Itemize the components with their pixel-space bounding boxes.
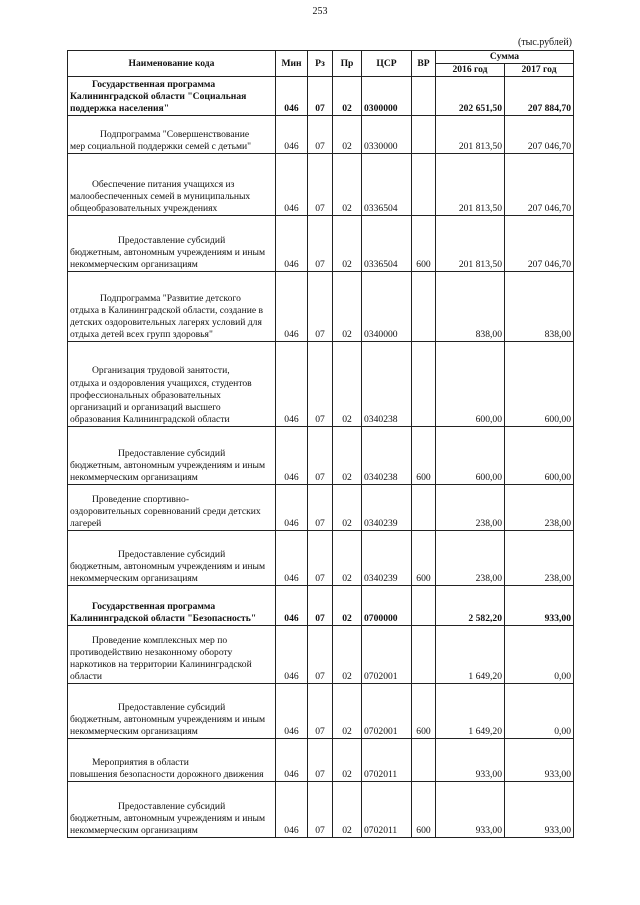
row-csr: 0702011 (362, 782, 412, 838)
table-row (68, 427, 574, 485)
row-csr: 0340000 (362, 272, 412, 342)
row-min: 046 (276, 77, 308, 116)
row-csr: 0702001 (362, 626, 412, 684)
row-rz: 07 (308, 586, 333, 626)
row-sum-2016: 600,00 (436, 427, 505, 485)
row-sum-2017: 933,00 (505, 782, 574, 838)
row-min: 046 (276, 427, 308, 485)
row-csr: 0330000 (362, 116, 412, 154)
row-name-first-line: Предоставление субсидий (118, 701, 226, 713)
row-sum-2017: 933,00 (505, 739, 574, 782)
row-name-rest: бюджетным, автономным учреждениям и иным некоммерческим организациям (70, 561, 266, 585)
row-name (68, 272, 276, 342)
row-sum-2016: 1 649,20 (436, 626, 505, 684)
table-row (68, 626, 574, 684)
row-min: 046 (276, 626, 308, 684)
row-csr: 0340239 (362, 485, 412, 531)
row-csr: 0340238 (362, 427, 412, 485)
row-min: 046 (276, 531, 308, 586)
row-min: 046 (276, 739, 308, 782)
row-rz: 07 (308, 154, 333, 216)
row-rz: 07 (308, 272, 333, 342)
row-name (68, 739, 276, 782)
row-sum-2017: 207 046,70 (505, 216, 574, 272)
row-name-rest: отдыха и оздоровления учащихся, студентов профессиональных образовательных организаций и организаций высшего образования Калининградской области (70, 377, 252, 426)
header-csr: ЦСР (362, 51, 412, 77)
row-name (68, 586, 276, 626)
row-sum-2016: 1 649,20 (436, 684, 505, 739)
row-name-rest: бюджетным, автономным учреждениям и иным некоммерческим организациям (70, 247, 266, 271)
row-sum-2017: 0,00 (505, 626, 574, 684)
row-rz: 07 (308, 531, 333, 586)
row-name-rest: мер социальной поддержки семей с детьми" (70, 141, 252, 153)
row-vr: 600 (412, 531, 436, 586)
row-sum-2016: 238,00 (436, 485, 505, 531)
table-row (68, 342, 574, 427)
header-min: Мин (276, 51, 308, 77)
row-min: 046 (276, 272, 308, 342)
row-rz: 07 (308, 485, 333, 531)
row-vr (412, 626, 436, 684)
row-csr: 0700000 (362, 586, 412, 626)
row-csr: 0702011 (362, 739, 412, 782)
row-vr: 600 (412, 782, 436, 838)
row-name (68, 116, 276, 154)
row-sum-2016: 933,00 (436, 782, 505, 838)
row-name-rest: повышения безопасности дорожного движения (70, 769, 264, 781)
row-name (68, 626, 276, 684)
row-sum-2016: 2 582,20 (436, 586, 505, 626)
row-name-rest: Калининградской области "Социальная поддержка населения" (70, 91, 247, 115)
row-name-rest: бюджетным, автономным учреждениям и иным некоммерческим организациям (70, 714, 266, 738)
row-name-first-line: Предоставление субсидий (118, 548, 226, 560)
header-name: Наименование кода (68, 51, 276, 77)
row-rz: 07 (308, 782, 333, 838)
table-row (68, 216, 574, 272)
header-rz: Рз (308, 51, 333, 77)
row-csr: 0336504 (362, 154, 412, 216)
table-row (68, 485, 574, 531)
table-row (68, 77, 574, 116)
row-name (68, 77, 276, 116)
row-vr (412, 485, 436, 531)
row-pr: 02 (333, 342, 362, 427)
row-pr: 02 (333, 77, 362, 116)
row-name-first-line: Предоставление субсидий (118, 447, 226, 459)
row-min: 046 (276, 485, 308, 531)
row-vr (412, 342, 436, 427)
row-rz: 07 (308, 216, 333, 272)
row-rz: 07 (308, 342, 333, 427)
row-sum-2017: 838,00 (505, 272, 574, 342)
row-rz: 07 (308, 77, 333, 116)
row-pr: 02 (333, 272, 362, 342)
row-name (68, 342, 276, 427)
row-min: 046 (276, 216, 308, 272)
row-min: 046 (276, 586, 308, 626)
row-sum-2016: 201 813,50 (436, 116, 505, 154)
row-sum-2016: 201 813,50 (436, 154, 505, 216)
row-sum-2017: 207 046,70 (505, 116, 574, 154)
row-min: 046 (276, 154, 308, 216)
row-sum-2016: 600,00 (436, 342, 505, 427)
row-name (68, 531, 276, 586)
row-name (68, 782, 276, 838)
row-rz: 07 (308, 626, 333, 684)
row-csr: 0340239 (362, 531, 412, 586)
row-pr: 02 (333, 216, 362, 272)
row-min: 046 (276, 342, 308, 427)
row-name-first-line: Подпрограмма "Совершенствование (100, 129, 250, 140)
row-pr: 02 (333, 427, 362, 485)
row-name-rest: Калининградской области "Безопасность" (70, 613, 257, 625)
row-vr (412, 586, 436, 626)
row-name-first-line: Предоставление субсидий (118, 234, 226, 246)
row-sum-2017: 933,00 (505, 586, 574, 626)
row-vr (412, 154, 436, 216)
row-sum-2017: 238,00 (505, 531, 574, 586)
row-pr: 02 (333, 154, 362, 216)
row-vr: 600 (412, 427, 436, 485)
row-pr: 02 (333, 531, 362, 586)
row-name-rest: бюджетным, автономным учреждениям и иным некоммерческим организациям (70, 813, 266, 837)
header-pr: Пр (333, 51, 362, 77)
row-rz: 07 (308, 739, 333, 782)
row-name (68, 216, 276, 272)
row-name-rest: малообеспеченных семей в муниципальных общеобразовательных учреждениях (70, 191, 251, 215)
header-vr: ВР (412, 51, 436, 77)
row-sum-2016: 238,00 (436, 531, 505, 586)
row-sum-2017: 207 884,70 (505, 77, 574, 116)
row-name-first-line: Обеспечение питания учащихся из (92, 178, 235, 190)
row-rz: 07 (308, 427, 333, 485)
table-row (68, 116, 574, 154)
header-2017: 2017 год (505, 64, 574, 77)
header-2016: 2016 год (436, 64, 505, 77)
units-label: (тыс.рублей) (517, 37, 572, 48)
row-vr (412, 739, 436, 782)
table-row (68, 684, 574, 739)
row-csr: 0340238 (362, 342, 412, 427)
row-vr: 600 (412, 216, 436, 272)
row-pr: 02 (333, 782, 362, 838)
row-name-rest: бюджетным, автономным учреждениям и иным некоммерческим организациям (70, 460, 266, 484)
row-pr: 02 (333, 684, 362, 739)
row-rz: 07 (308, 116, 333, 154)
row-csr: 0300000 (362, 77, 412, 116)
row-vr (412, 272, 436, 342)
row-pr: 02 (333, 739, 362, 782)
row-sum-2016: 838,00 (436, 272, 505, 342)
row-pr: 02 (333, 485, 362, 531)
row-sum-2016: 933,00 (436, 739, 505, 782)
row-name (68, 485, 276, 531)
row-vr (412, 116, 436, 154)
row-sum-2017: 207 046,70 (505, 154, 574, 216)
row-name (68, 684, 276, 739)
row-name-first-line: Проведение спортивно- (92, 493, 190, 505)
row-name-rest: противодействию незаконному обороту наркотиков на территории Калининградской области (70, 646, 252, 683)
row-sum-2017: 238,00 (505, 485, 574, 531)
row-pr: 02 (333, 626, 362, 684)
row-sum-2017: 600,00 (505, 427, 574, 485)
row-name-first-line: Предоставление субсидий (118, 800, 226, 812)
row-min: 046 (276, 116, 308, 154)
row-name-first-line: Государственная программа (92, 78, 216, 90)
table-row (68, 782, 574, 838)
row-sum-2017: 600,00 (505, 342, 574, 427)
table-row (68, 739, 574, 782)
page-number: 253 (312, 6, 328, 17)
row-rz: 07 (308, 684, 333, 739)
row-name-first-line: Проведение комплексных мер по (92, 634, 228, 646)
row-sum-2016: 201 813,50 (436, 216, 505, 272)
row-name-first-line: Организация трудовой занятости, (92, 365, 230, 377)
table-row (68, 154, 574, 216)
budget-table (67, 50, 574, 838)
row-name-first-line: Мероприятия в области (92, 757, 189, 768)
row-vr: 600 (412, 684, 436, 739)
row-min: 046 (276, 684, 308, 739)
table-row (68, 272, 574, 342)
table-row (68, 586, 574, 626)
row-name-first-line: Подпрограмма "Развитие детского (100, 292, 241, 304)
row-csr: 0702001 (362, 684, 412, 739)
table-body (68, 77, 574, 838)
row-name-first-line: Государственная программа (92, 601, 216, 612)
row-name-rest: оздоровительных соревнований среди детских лагерей (70, 506, 261, 530)
row-name-rest: отдыха в Калининградской области, создание в детских оздоровительных лагерях условий для отдыха детей всех групп здоровья" (70, 304, 264, 341)
row-sum-2017: 0,00 (505, 684, 574, 739)
row-min: 046 (276, 782, 308, 838)
table-row (68, 531, 574, 586)
row-name (68, 154, 276, 216)
row-pr: 02 (333, 586, 362, 626)
row-name (68, 427, 276, 485)
row-sum-2016: 202 651,50 (436, 77, 505, 116)
header-sum: Сумма (436, 51, 574, 64)
row-pr: 02 (333, 116, 362, 154)
row-vr (412, 77, 436, 116)
row-csr: 0336504 (362, 216, 412, 272)
